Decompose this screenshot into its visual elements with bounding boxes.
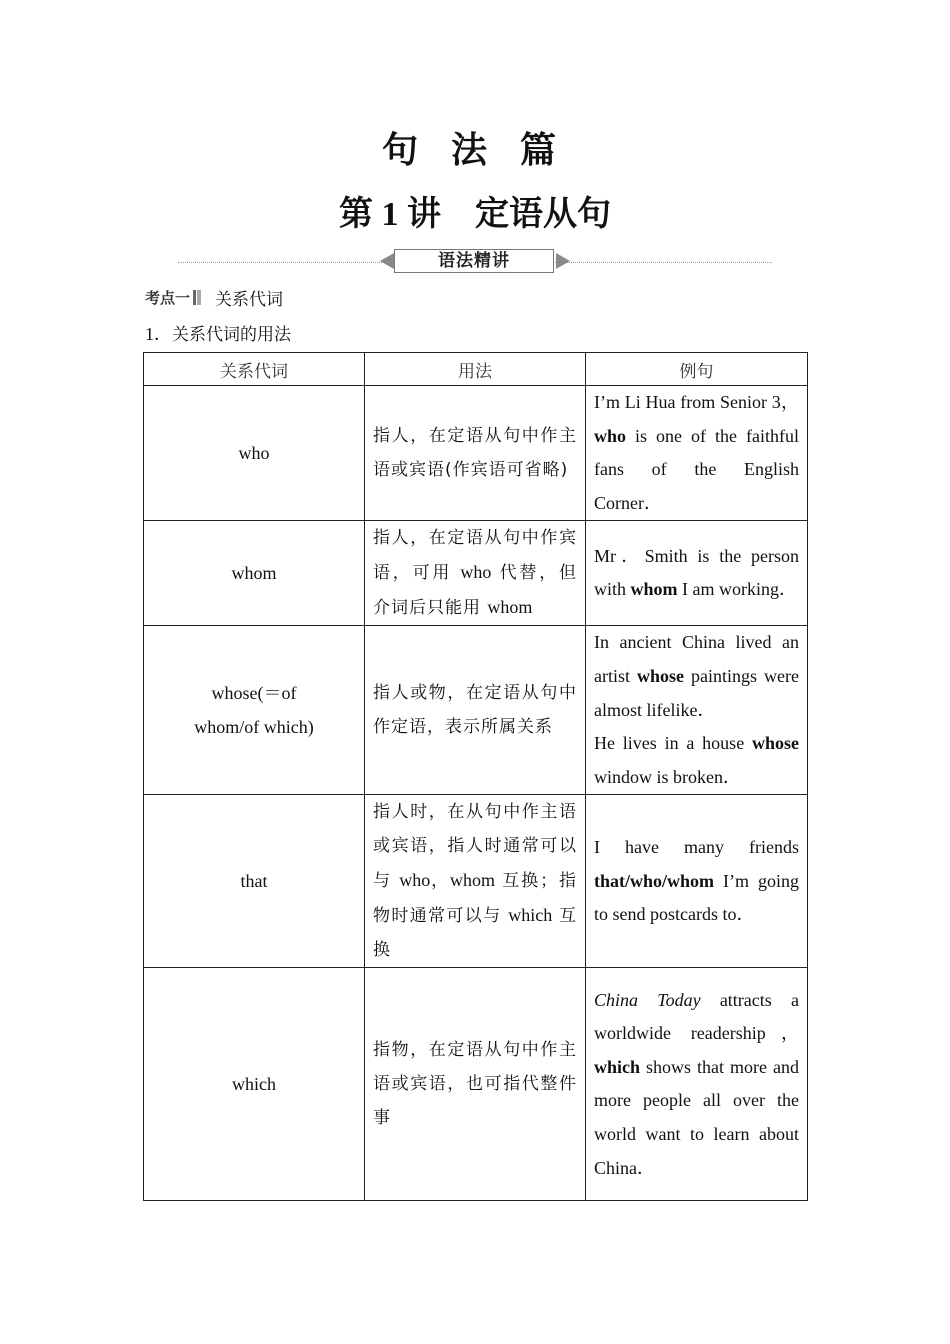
header-example: 例句 bbox=[586, 353, 808, 386]
section-banner bbox=[382, 249, 568, 275]
example-cell bbox=[586, 795, 808, 968]
usage-cell: 指物，在定语从句中作主语或宾语，也可指代整件事 bbox=[365, 968, 586, 1201]
keyword: whom bbox=[630, 579, 678, 600]
usage-cell: 指人，在定语从句中作宾语，可用 who 代替，但介词后只能用 whom bbox=[365, 521, 586, 626]
kaodian-tag: 考点一 bbox=[145, 288, 191, 307]
usage-cell: 指人或物，在定语从句中作定语，表示所属关系 bbox=[365, 626, 586, 795]
example-sentence: I have many friends that/who/whom I’m going to send postcards to． bbox=[594, 836, 799, 925]
usage-cell: 指人时，在从句中作主语或宾语，指人时通常可以与 who，whom 互换；指物时通常可以与 which 互换 bbox=[365, 795, 586, 968]
pronoun-cell: whose(＝of whom/of which) bbox=[144, 626, 365, 795]
keyword: that/who/whom bbox=[594, 870, 715, 891]
example-sentence: In ancient China lived an artist whose paintings were almost lifelike． bbox=[594, 632, 799, 720]
banner-label: 语法精讲 bbox=[394, 249, 554, 273]
table-row bbox=[144, 968, 808, 1201]
subheading-text: 关系代词的用法 bbox=[172, 325, 291, 345]
keyword: which bbox=[594, 1056, 641, 1077]
example-cell bbox=[586, 968, 808, 1201]
table-row bbox=[144, 521, 808, 626]
italic-title: China Today bbox=[594, 989, 701, 1010]
section-title: 句 法 篇 bbox=[381, 130, 568, 170]
pronoun-cell: which bbox=[144, 968, 365, 1201]
pronoun-cell: that bbox=[144, 795, 365, 968]
banner-left-arrow-icon bbox=[380, 253, 394, 269]
header-pronoun: 关系代词 bbox=[144, 353, 365, 386]
relative-pronoun-table bbox=[143, 352, 808, 1201]
keyword: whose bbox=[751, 733, 799, 754]
kaodian-bar-icon bbox=[193, 290, 201, 305]
example-cell bbox=[586, 521, 808, 626]
example-sentence: He lives in a house whose window is broken． bbox=[594, 733, 799, 787]
example-sentence: Mr．Smith is the person with whom I am working． bbox=[594, 545, 799, 600]
usage-cell: 指人，在定语从句中作主语或宾语(作宾语可省略) bbox=[365, 386, 586, 521]
subheading bbox=[145, 320, 291, 346]
example-cell bbox=[586, 626, 808, 795]
banner-right-arrow-icon bbox=[556, 253, 570, 269]
table-row bbox=[144, 626, 808, 795]
example-sentence: China Today attracts a worldwide readership，which shows that more and more people all over the world want to learn about China． bbox=[594, 989, 800, 1178]
subheading-number: 1． bbox=[145, 324, 172, 344]
pronoun-cell: who bbox=[144, 386, 365, 521]
kaodian-heading bbox=[145, 286, 283, 308]
example-sentence: I’m Li Hua from Senior 3，who is one of the faithful fans of the English Corner． bbox=[594, 392, 799, 513]
header-usage: 用法 bbox=[365, 353, 586, 386]
keyword: whose bbox=[637, 665, 685, 686]
table-row bbox=[144, 795, 808, 968]
table-row bbox=[144, 386, 808, 521]
kaodian-title: 关系代词 bbox=[215, 289, 284, 310]
keyword: who bbox=[594, 425, 627, 446]
lecture-title: 第 1 讲 定语从句 bbox=[339, 196, 611, 233]
example-cell bbox=[586, 386, 808, 521]
pronoun-cell: whom bbox=[144, 521, 365, 626]
table-header-row bbox=[144, 353, 808, 386]
